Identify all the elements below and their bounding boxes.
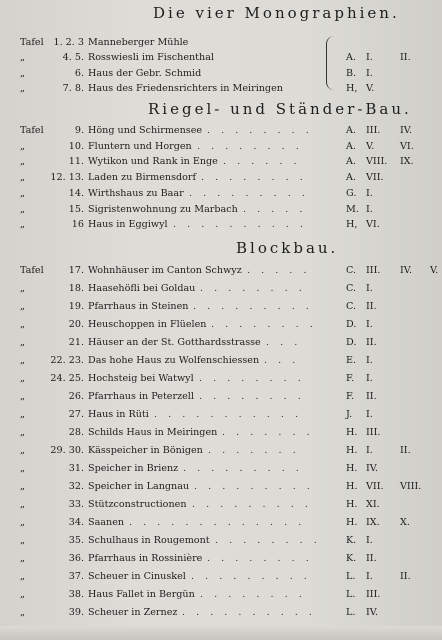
entry-c1: D. [346, 337, 357, 348]
entry-dots: . . . [264, 355, 300, 366]
entry-title: Laden zu Birmensdorf [88, 172, 197, 184]
entry-c1: F. [346, 373, 355, 384]
entry-dots: . . . . . . . [222, 427, 314, 438]
entry-c2: III. [366, 265, 381, 276]
entry-num: 38. [68, 589, 84, 600]
entry-c1: C. [346, 265, 357, 276]
list-item [0, 141, 442, 155]
entry-num: 10. [68, 140, 84, 152]
entry-dots: . . . . . [247, 265, 311, 276]
entry-c1: J. [346, 409, 353, 420]
list-item [0, 589, 442, 603]
list-item [0, 571, 442, 585]
entry-dots: . . . . . . . . [201, 172, 307, 184]
list-item [0, 355, 442, 369]
list-item [0, 409, 442, 423]
entry-title: Pfarrhaus in Steinen [88, 301, 189, 312]
list-item [0, 319, 442, 333]
entry-lead: „ [20, 301, 25, 312]
list-item [0, 204, 442, 218]
entry-c2: I. [366, 203, 373, 215]
entry-num: 31. [68, 463, 84, 474]
entry-c2: XI. [366, 499, 380, 510]
entry-num: 4. 5. [62, 52, 84, 64]
entry-num: 39. [68, 607, 84, 618]
entry-num: 24. 25. [50, 373, 84, 384]
list-item [0, 445, 442, 459]
list-item [0, 481, 442, 495]
entry-c1: H. [346, 427, 358, 438]
entry-lead: „ [20, 499, 25, 510]
entry-c2: I. [366, 445, 373, 456]
entry-lead: „ [20, 187, 25, 199]
list-item [0, 52, 442, 66]
entry-num: 9. [74, 125, 84, 136]
list-item [0, 427, 442, 441]
list-item [0, 265, 442, 279]
entry-c1: H. [346, 463, 358, 474]
entry-c1: A. [346, 52, 356, 64]
entry-dots: . . . . . . . . . . [173, 219, 307, 231]
list-item [0, 68, 442, 82]
entry-lead: „ [20, 67, 25, 79]
list-item [0, 373, 442, 387]
entry-dots: . . . . . . . . [197, 140, 303, 152]
entry-dots: . . . . . . . . . [192, 499, 312, 510]
entry-title: Schilds Haus in Meiringen [88, 427, 218, 438]
entry-title: Haus des Friedensrichters in Meiringen [88, 82, 283, 94]
entry-num: 1. 2. 3 [53, 37, 84, 48]
entry-num: 37. [68, 571, 84, 582]
entry-title: Haus der Gebr. Schmid [88, 67, 202, 79]
entry-title: Wytikon und Rank in Enge [88, 156, 218, 168]
entry-c1: G. [346, 187, 357, 199]
list-item [0, 172, 442, 186]
entry-c1: F. [346, 391, 355, 402]
entry-lead: „ [20, 219, 25, 231]
entry-c1: H. [346, 517, 358, 528]
list-item [0, 156, 442, 170]
entry-c3: II. [400, 571, 411, 582]
entry-c2: II. [366, 391, 377, 402]
entry-num: 26. [68, 391, 84, 402]
entry-c1: A. [346, 125, 356, 136]
entry-c2: III. [366, 125, 381, 136]
entry-num: 20. [68, 319, 84, 330]
entry-title: Höng und Schirmensee [88, 125, 203, 136]
list-item [0, 517, 442, 531]
entry-c2: IV. [366, 463, 379, 474]
list-item [0, 607, 442, 621]
entry-c2: I. [366, 52, 373, 64]
entry-title: Haus Fallet in Bergün [88, 589, 195, 600]
entry-c2: I. [366, 535, 373, 546]
entry-title: Haus in Eggiwyl [88, 219, 168, 231]
entry-dots: . . . . . . . . [215, 535, 321, 546]
entry-title: Stützconstructionen [88, 499, 187, 510]
entry-lead: Tafel [20, 37, 44, 48]
entry-dots: . . . . . . . . [207, 553, 313, 564]
entry-c1: C. [346, 283, 357, 294]
entry-c2: V. [366, 82, 375, 94]
entry-num: 7. 8. [62, 82, 84, 94]
entry-dots: . . . . . . . . [199, 391, 305, 402]
entry-title: Kässpeicher in Bönigen [88, 445, 203, 456]
entry-c2: I. [366, 571, 373, 582]
list-item [0, 188, 442, 202]
entry-lead: „ [20, 52, 25, 64]
list-item [0, 125, 442, 139]
entry-c2: I. [366, 283, 373, 294]
list-item [0, 219, 442, 233]
entry-c1: B. [346, 67, 357, 79]
entry-lead: „ [20, 156, 25, 168]
entry-num: 17. [68, 265, 84, 276]
entry-num: 29. 30. [50, 445, 84, 456]
entry-lead: Tafel [20, 265, 44, 276]
entry-num: 19. [68, 301, 84, 312]
entry-title: Schulhaus in Rougemont [88, 535, 210, 546]
entry-lead: „ [20, 203, 25, 215]
entry-num: 11. [68, 156, 84, 168]
entry-c2: V. [366, 140, 375, 152]
entry-c1: H, [346, 82, 358, 94]
entry-lead: „ [20, 481, 25, 492]
entry-c1: C. [346, 301, 357, 312]
entry-lead: „ [20, 535, 25, 546]
entry-c1: H, [346, 219, 358, 231]
entry-lead: „ [20, 445, 25, 456]
entry-c1: L. [346, 571, 356, 582]
entry-dots: . . . . . . [223, 156, 301, 168]
entry-title: Speicher in Langnau [88, 481, 190, 492]
section-heading-monographien: Die vier Monographien. [153, 4, 400, 22]
list-item [0, 463, 442, 477]
entry-lead: „ [20, 553, 25, 564]
entry-c1: A. [346, 172, 356, 184]
entry-c1: H. [346, 499, 358, 510]
entry-c1: E. [346, 355, 357, 366]
entry-c2: III. [366, 427, 381, 438]
entry-lead: „ [20, 463, 25, 474]
entry-num: 16 [71, 219, 84, 231]
entry-dots: . . . . . . . . . [194, 481, 314, 492]
list-item [0, 83, 442, 97]
entry-title: Manneberger Mühle [88, 37, 189, 48]
entry-num: 14. [68, 187, 84, 199]
entry-dots: . . . . . . . [208, 445, 300, 456]
entry-num: 15. [68, 203, 84, 215]
entry-num: 12. 13. [50, 172, 84, 184]
entry-title: Heuschoppen in Flüelen [88, 319, 207, 330]
entry-c2: VI. [366, 219, 380, 231]
entry-num: 35. [68, 535, 84, 546]
entry-c2: II. [366, 337, 377, 348]
entry-num: 21. [68, 337, 84, 348]
entry-c2: I. [366, 67, 373, 79]
entry-lead: „ [20, 409, 25, 420]
entry-lead: „ [20, 427, 25, 438]
entry-num: 32. [68, 481, 84, 492]
entry-c3: X. [400, 517, 410, 528]
entry-dots: . . . . . . . . . . . . . [129, 517, 306, 528]
entry-dots: . . . . . . . . [200, 283, 306, 294]
entry-dots: . . . . . . . . . [183, 463, 303, 474]
entry-dots: . . . . . . . . . . . [154, 409, 303, 420]
entry-c2: IX. [366, 517, 380, 528]
entry-c1: K. [346, 553, 357, 564]
page-edge [0, 626, 442, 640]
section-heading-riegelbau: Riegel- und Ständer-Bau. [148, 100, 412, 118]
entry-title: Haus in Rüti [88, 409, 149, 420]
entry-lead: „ [20, 373, 25, 384]
entry-lead: „ [20, 517, 25, 528]
entry-lead: „ [20, 283, 25, 294]
entry-title: Pfarrhaus in Rossinière [88, 553, 203, 564]
entry-c2: VII. [366, 481, 384, 492]
entry-c1: K. [346, 535, 357, 546]
entry-num: 33. [68, 499, 84, 510]
entry-c4: V. [430, 265, 439, 276]
entry-title: Wirthshaus zu Baar [88, 187, 184, 199]
entry-c1: L. [346, 607, 356, 618]
list-item [0, 283, 442, 297]
entry-num: 18. [68, 283, 84, 294]
entry-lead: „ [20, 319, 25, 330]
entry-title: Saanen [88, 517, 125, 528]
entry-lead: „ [20, 82, 25, 94]
entry-lead: „ [20, 391, 25, 402]
entry-c3: VI. [400, 140, 414, 152]
entry-lead: „ [20, 607, 25, 618]
entry-dots: . . . . . . . . . [193, 301, 313, 312]
entry-c1: H. [346, 445, 358, 456]
entry-title: Sigristenwohnung zu Marbach [88, 203, 238, 215]
entry-c3: VIII. [400, 481, 422, 492]
entry-title: Das hohe Haus zu Wolfenschiessen [88, 355, 260, 366]
entry-c2: VIII. [366, 156, 388, 168]
entry-c3: IV. [400, 265, 413, 276]
entry-title: Speicher in Brienz [88, 463, 179, 474]
entry-c2: II. [366, 553, 377, 564]
list-item [0, 499, 442, 513]
entry-c3: II. [400, 52, 411, 64]
entry-c2: IV. [366, 607, 379, 618]
entry-c2: II. [366, 301, 377, 312]
entry-dots: . . . . . . . . . [189, 187, 309, 199]
entry-dots: . . . . . [243, 203, 307, 215]
entry-lead: „ [20, 172, 25, 184]
entry-title: Hochsteig bei Watwyl [88, 373, 194, 384]
entry-lead: „ [20, 355, 25, 366]
entry-num: 22. 23. [50, 355, 84, 366]
entry-num: 34. [68, 517, 84, 528]
entry-c3: IV. [400, 125, 413, 136]
entry-lead: „ [20, 140, 25, 152]
entry-c2: VII. [366, 172, 384, 184]
entry-dots: . . . . . . . . . [191, 571, 311, 582]
entry-dots: . . . . . . . . [200, 589, 306, 600]
entry-c2: III. [366, 589, 381, 600]
entry-lead: „ [20, 571, 25, 582]
list-item [0, 301, 442, 315]
entry-num: 27. [68, 409, 84, 420]
entry-dots: . . . [266, 337, 302, 348]
entry-lead: Tafel [20, 125, 44, 136]
list-item [0, 37, 442, 51]
list-item [0, 391, 442, 405]
entry-c2: I. [366, 319, 373, 330]
entry-title: Häuser an der St. Gotthardsstrasse [88, 337, 261, 348]
entry-c3: II. [400, 445, 411, 456]
section-heading-blockbau: Blockbau. [236, 239, 339, 257]
entry-c1: M. [346, 203, 359, 215]
entry-c1: D. [346, 319, 357, 330]
entry-dots: . . . . . . . . [211, 319, 317, 330]
entry-title: Rosswiesli im Fischenthal [88, 52, 215, 64]
list-item [0, 337, 442, 351]
entry-c2: I. [366, 187, 373, 199]
entry-c2: I. [366, 373, 373, 384]
entry-c2: I. [366, 409, 373, 420]
entry-num: 28. [68, 427, 84, 438]
entry-dots: . . . . . . . . . . [182, 607, 316, 618]
entry-title: Haasehöfli bei Goldau [88, 283, 196, 294]
entry-c1: A. [346, 156, 356, 168]
list-item [0, 535, 442, 549]
entry-c2: I. [366, 355, 373, 366]
entry-dots: . . . . . . . . [207, 125, 313, 136]
entry-title: Scheuer in Zernez [88, 607, 178, 618]
entry-title: Wohnhäuser im Canton Schwyz [88, 265, 242, 276]
entry-c1: A. [346, 140, 356, 152]
entry-lead: „ [20, 337, 25, 348]
entry-c1: H. [346, 481, 358, 492]
entry-num: 36. [68, 553, 84, 564]
entry-lead: „ [20, 589, 25, 600]
entry-num: 6. [74, 67, 84, 79]
entry-title: Scheuer in Cinuskel [88, 571, 186, 582]
entry-title: Fluntern und Horgen [88, 140, 192, 152]
list-item [0, 553, 442, 567]
entry-dots: . . . . . . . . [199, 373, 305, 384]
entry-c3: IX. [400, 156, 414, 168]
entry-title: Pfarrhaus in Peterzell [88, 391, 194, 402]
entry-c1: L. [346, 589, 356, 600]
